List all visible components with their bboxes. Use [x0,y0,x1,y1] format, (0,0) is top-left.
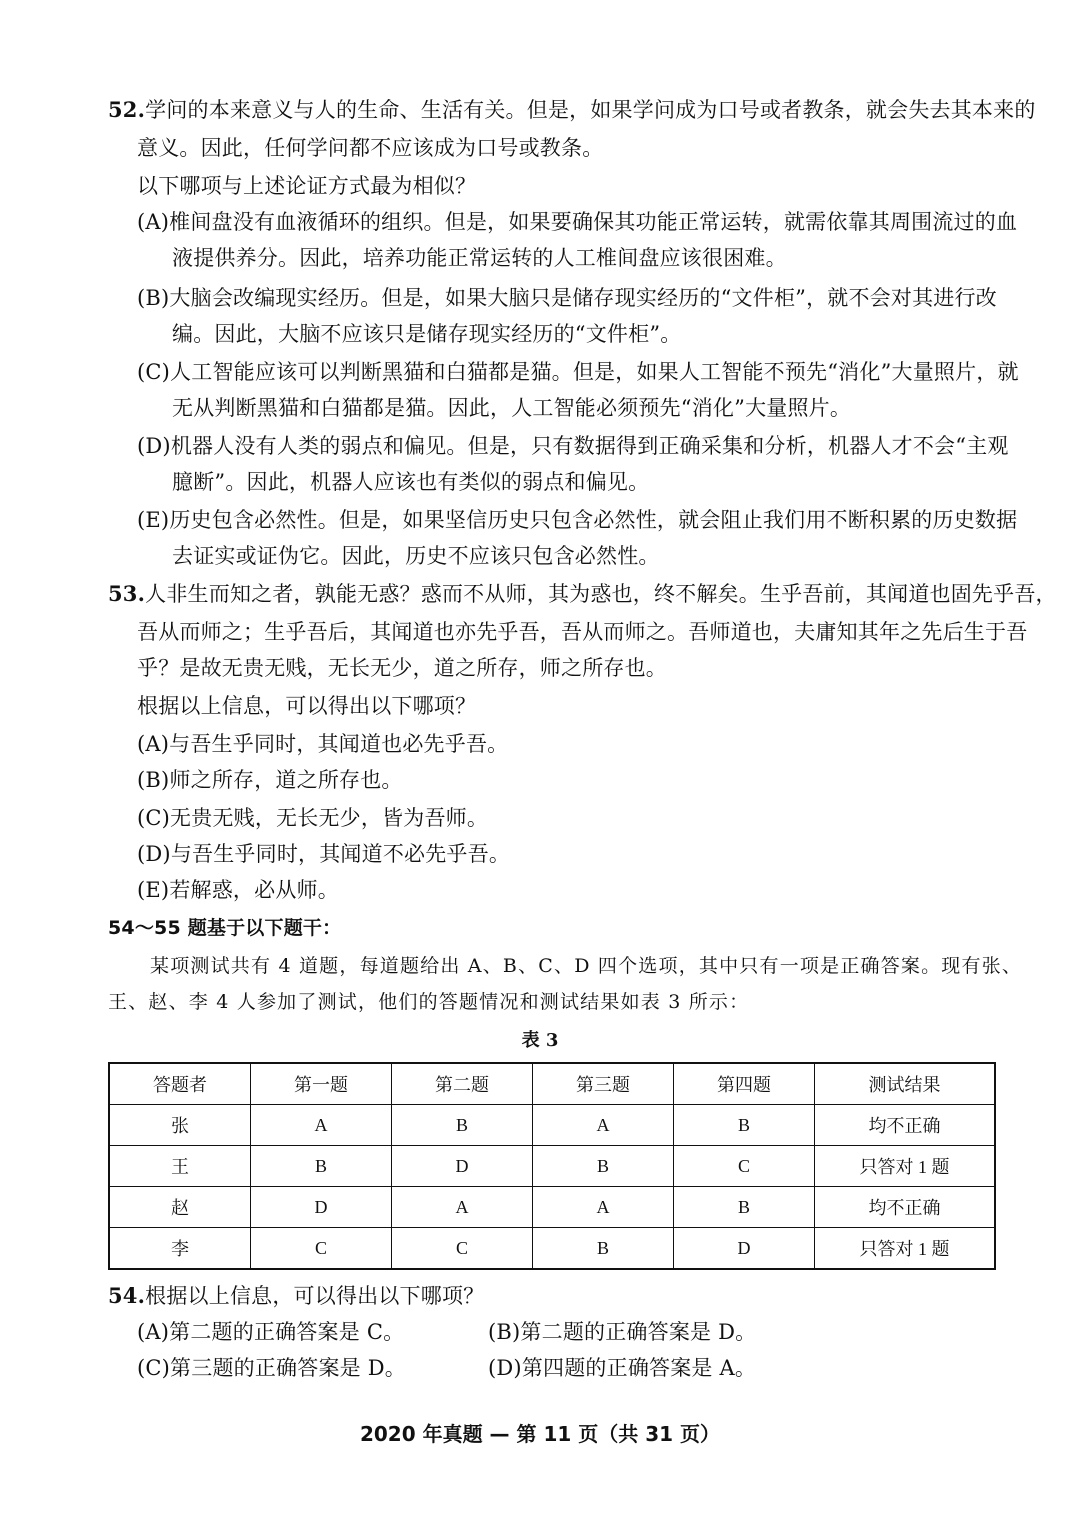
q54-number: 54. [108,1283,146,1308]
table-row [109,1228,995,1270]
q54-question: 根据以上信息，可以得出以下哪项？ [145,1284,485,1308]
q52-option-d-line-2: 臆断”。因此，机器人应该也有类似的弱点和偏见。 [172,470,650,494]
table-cell: B [251,1146,392,1187]
table-header-row [109,1063,995,1105]
table-row [109,1146,995,1187]
table-cell: 张 [109,1105,251,1146]
table-cell: A [533,1187,674,1228]
table-cell: D [392,1146,533,1187]
table-cell: B [533,1146,674,1187]
q53-option-e: (E)若解惑，必从师。 [137,878,339,902]
q53-number: 53. [108,581,146,606]
table-cell: 只答对 1 题 [815,1228,996,1270]
q52-option-b-line-2: 编。因此，大脑不应该只是储存现实经历的“文件柜”。 [172,322,682,346]
table-cell: B [533,1228,674,1270]
q52-stem-line-2: 意义。因此，任何学问都不应该成为口号或教条。 [137,136,604,160]
table-caption: 表 3 [521,1030,559,1051]
table-cell: C [251,1228,392,1270]
table-header-cell: 答题者 [109,1063,251,1105]
table-header-cell: 第四题 [674,1063,815,1105]
table-cell: 均不正确 [815,1105,996,1146]
table-cell: 只答对 1 题 [815,1146,996,1187]
q52-option-c-line-2: 无从判断黑猫和白猫都是猫。因此，人工智能必须预先“消化”大量照片。 [172,396,852,420]
q52-option-e-line-2: 去证实或证伪它。因此，历史不应该只包含必然性。 [172,544,660,568]
table-header-cell: 测试结果 [815,1063,996,1105]
table-cell: 王 [109,1146,251,1187]
q52-stem-text-1: 学问的本来意义与人的生命、生活有关。但是，如果学问成为口号或者教条，就会失去其本来的 [145,98,1036,122]
q53-question: 根据以上信息，可以得出以下哪项？ [137,694,477,718]
q52-stem-line-1 [108,96,1036,124]
q52-option-a-line-2: 液提供养分。因此，培养功能正常运转的人工椎间盘应该很困难。 [172,246,787,270]
table-cell: A [251,1105,392,1146]
table-cell: C [674,1146,815,1187]
q54-option-a: (A)第二题的正确答案是 C。 [137,1320,405,1344]
table-header-cell: 第一题 [251,1063,392,1105]
q54-option-b: (B)第二题的正确答案是 D。 [488,1320,757,1344]
page-footer: 2020 年真题 — 第 11 页（共 31 页） [359,1422,721,1446]
answer-table [108,1062,996,1270]
q53-stem-text-1: 人非生而知之者，孰能无惑？惑而不从师，其为惑也，终不解矣。生乎吾前，其闻道也固先乎吾， [145,582,1057,606]
q53-stem-line-1 [108,580,1057,608]
table-row [109,1105,995,1146]
q54-option-d: (D)第四题的正确答案是 A。 [488,1356,757,1380]
q52-number: 52. [108,97,146,122]
q53-stem-line-3: 乎？是故无贵无贱，无长无少，道之所存，师之所存也。 [137,656,667,680]
table-cell: 赵 [109,1187,251,1228]
table-cell: B [674,1105,815,1146]
q52-option-b-line-1: (B)大脑会改编现实经历。但是，如果大脑只是储存现实经历的“文件柜”，就不会对其进行改 [137,286,997,310]
table-cell: 均不正确 [815,1187,996,1228]
table-cell: 李 [109,1228,251,1270]
table-row [109,1187,995,1228]
table-cell: D [674,1228,815,1270]
q54-option-c: (C)第三题的正确答案是 D。 [137,1356,406,1380]
table-cell: A [392,1187,533,1228]
q52-option-e-line-1: (E)历史包含必然性。但是，如果坚信历史只包含必然性，就会阻止我们用不断积累的历史数据 [137,508,1018,532]
q52-option-c-line-1: (C)人工智能应该可以判断黑猫和白猫都是猫。但是，如果人工智能不预先“消化”大量照片，就 [137,360,1019,384]
table-cell: B [392,1105,533,1146]
table-header-cell: 第三题 [533,1063,674,1105]
table-cell: D [251,1187,392,1228]
q53-option-d: (D)与吾生乎同时，其闻道不必先乎吾。 [137,842,511,866]
q52-option-a-line-1: (A)椎间盘没有血液循环的组织。但是，如果要确保其功能正常运转，就需依靠其周围流过的血 [137,210,1018,234]
table-cell: A [533,1105,674,1146]
q53-stem-line-2: 吾从而师之；生乎吾后，其闻道也亦先乎吾，吾从而师之。吾师道也，夫庸知其年之先后生于吾 [137,620,1028,644]
q52-question: 以下哪项与上述论证方式最为相似？ [137,174,477,198]
q53-option-c: (C)无贵无贱，无长无少，皆为吾师。 [137,806,489,830]
group54-55-stem-line-1: 某项测试共有 4 道题，每道题给出 A、B、C、D 四个选项，其中只有一项是正确答案。现有张、 [150,955,1023,977]
group54-55-stem-line-2: 王、赵、李 4 人参加了测试，他们的答题情况和测试结果如表 3 所示： [108,991,750,1013]
table-cell: B [674,1187,815,1228]
table-header-cell: 第二题 [392,1063,533,1105]
q54-question-line [108,1282,484,1310]
q52-option-d-line-1: (D)机器人没有人类的弱点和偏见。但是，只有数据得到正确采集和分析，机器人才不会“主观 [137,434,1009,458]
table-cell: C [392,1228,533,1270]
q53-option-b: (B)师之所存，道之所存也。 [137,768,403,792]
q53-option-a: (A)与吾生乎同时，其闻道也必先乎吾。 [137,732,509,756]
group54-55-heading: 54～55 题基于以下题干： [108,917,342,939]
